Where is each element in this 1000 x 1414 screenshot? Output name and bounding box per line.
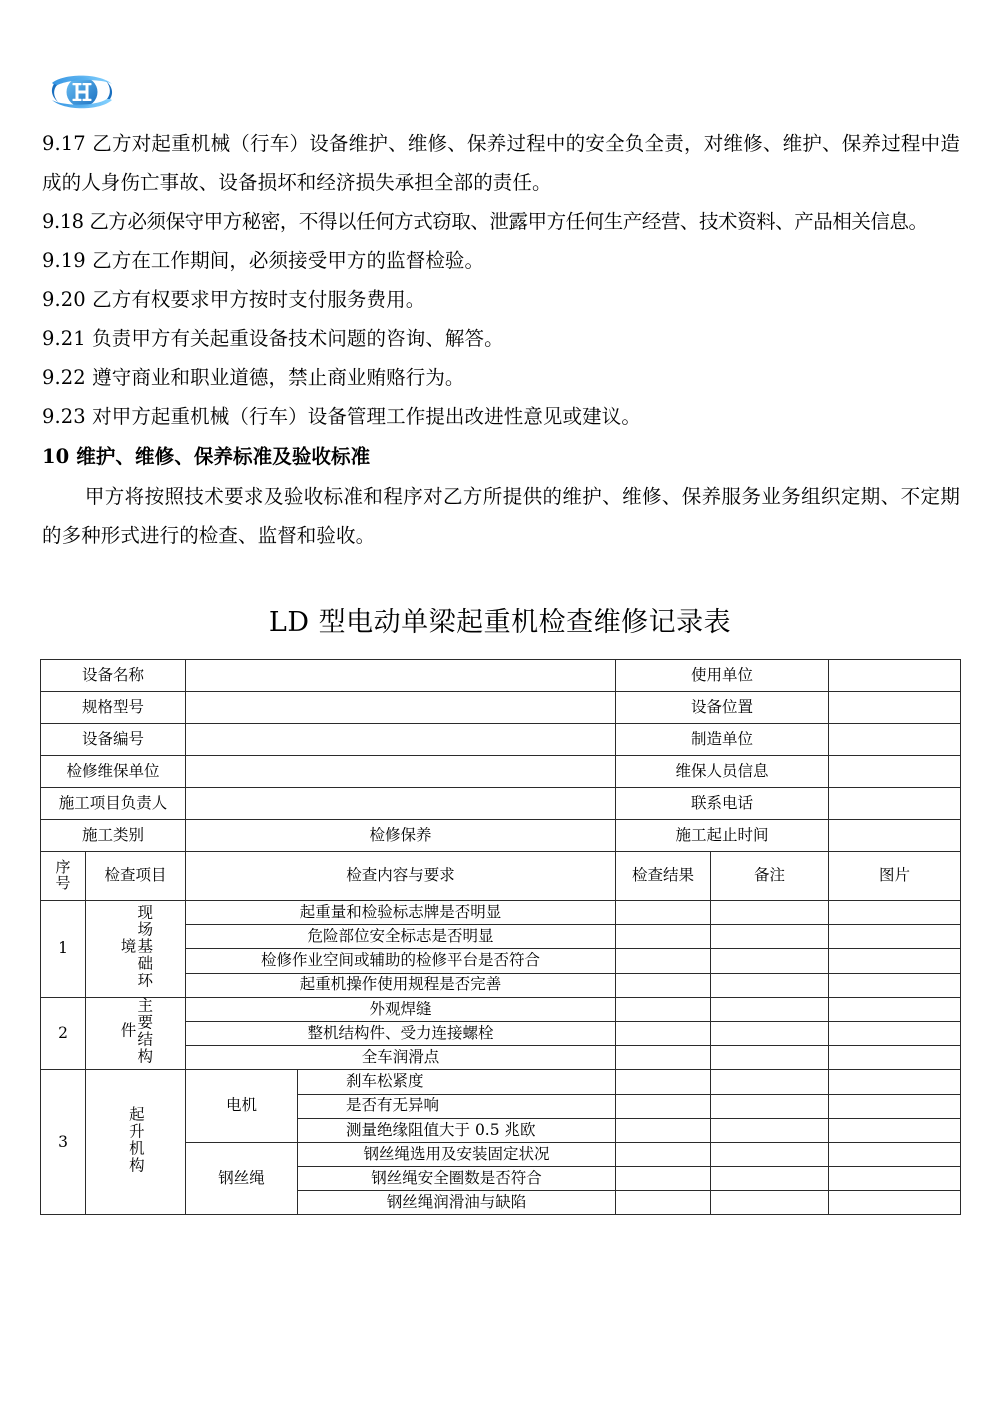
item-result[interactable]	[616, 901, 711, 925]
info-label-maintenance-unit: 检修维保单位	[41, 756, 186, 788]
item-picture[interactable]	[829, 901, 961, 925]
item-result[interactable]	[616, 1118, 711, 1142]
contract-body-text	[42, 124, 960, 555]
column-header-seq-line2: 号	[55, 874, 71, 892]
item-content: 测量绝缘阻值大于 0.5 兆欧	[298, 1118, 616, 1142]
section-no-1: 1	[41, 901, 86, 998]
table-row	[41, 901, 961, 925]
info-value-model[interactable]	[186, 692, 616, 724]
clause-9-22: 9.22 遵守商业和职业道德，禁止商业贿赂行为。	[42, 366, 465, 389]
item-content: 钢丝绳选用及安装固定状况	[298, 1142, 616, 1166]
info-value-contact-phone[interactable]	[829, 788, 961, 820]
info-label-maintenance-staff: 维保人员信息	[616, 756, 829, 788]
item-picture[interactable]	[829, 1167, 961, 1191]
section-10-heading: 10 维护、维修、保养标准及验收标准	[42, 445, 371, 468]
inspection-record-table	[40, 659, 961, 1215]
item-picture[interactable]	[829, 1118, 961, 1142]
item-note[interactable]	[711, 925, 829, 949]
item-content: 刹车松紧度	[298, 1070, 616, 1094]
item-picture[interactable]	[829, 1070, 961, 1094]
section-no-2: 2	[41, 997, 86, 1070]
info-label-manufacturer: 制造单位	[616, 724, 829, 756]
item-picture[interactable]	[829, 925, 961, 949]
section-10-body: 甲方将按照技术要求及验收标准和程序对乙方所提供的维护、维修、保养服务业务组织定期、不定期的多种形式进行的检查、监督和验收。	[42, 485, 960, 547]
column-header-seq	[41, 852, 86, 901]
info-value-work-type[interactable]: 检修保养	[186, 820, 616, 852]
item-content: 是否有无异响	[298, 1094, 616, 1118]
item-result[interactable]	[616, 1021, 711, 1045]
item-result[interactable]	[616, 1142, 711, 1166]
item-note[interactable]	[711, 997, 829, 1021]
table-row	[41, 756, 961, 788]
item-content: 钢丝绳安全圈数是否符合	[298, 1167, 616, 1191]
info-value-equipment-location[interactable]	[829, 692, 961, 724]
info-label-equipment-number: 设备编号	[41, 724, 186, 756]
column-header-seq-line1: 序	[55, 858, 71, 877]
item-result[interactable]	[616, 1094, 711, 1118]
item-note[interactable]	[711, 1142, 829, 1166]
item-picture[interactable]	[829, 997, 961, 1021]
item-note[interactable]	[711, 973, 829, 997]
info-value-equipment-number[interactable]	[186, 724, 616, 756]
table-row	[41, 692, 961, 724]
item-note[interactable]	[711, 1094, 829, 1118]
item-note[interactable]	[711, 1191, 829, 1215]
item-picture[interactable]	[829, 1046, 961, 1070]
item-content: 起重机操作使用规程是否完善	[186, 973, 616, 997]
column-header-picture: 图片	[829, 852, 961, 901]
item-note[interactable]	[711, 1021, 829, 1045]
table-column-header-row	[41, 852, 961, 901]
column-header-project: 检查项目	[86, 852, 186, 901]
table-row	[41, 724, 961, 756]
item-note[interactable]	[711, 1167, 829, 1191]
clause-9-23: 9.23 对甲方起重机械（行车）设备管理工作提出改进性意见或建议。	[42, 405, 641, 428]
item-note[interactable]	[711, 901, 829, 925]
item-note[interactable]	[711, 1046, 829, 1070]
item-content: 危险部位安全标志是否明显	[186, 925, 616, 949]
column-header-result: 检查结果	[616, 852, 711, 901]
table-row	[41, 820, 961, 852]
section-project-2: 主要结构件	[86, 997, 186, 1070]
item-result[interactable]	[616, 1167, 711, 1191]
item-content: 起重量和检验标志牌是否明显	[186, 901, 616, 925]
table-row	[41, 1070, 961, 1094]
item-picture[interactable]	[829, 949, 961, 973]
info-label-work-type: 施工类别	[41, 820, 186, 852]
clause-9-18: 9.18 乙方必须保守甲方秘密，不得以任何方式窃取、泄露甲方任何生产经营、技术资料、产品相关信息。	[42, 210, 928, 233]
item-result[interactable]	[616, 997, 711, 1021]
item-content: 整机结构件、受力连接螺栓	[186, 1021, 616, 1045]
table-row	[41, 997, 961, 1021]
info-label-work-period: 施工起止时间	[616, 820, 829, 852]
info-label-using-unit: 使用单位	[616, 660, 829, 692]
item-picture[interactable]	[829, 1142, 961, 1166]
item-result[interactable]	[616, 1046, 711, 1070]
item-result[interactable]	[616, 1070, 711, 1094]
item-note[interactable]	[711, 1070, 829, 1094]
info-label-equipment-location: 设备位置	[616, 692, 829, 724]
item-content: 全车润滑点	[186, 1046, 616, 1070]
item-note[interactable]	[711, 949, 829, 973]
section-project-1: 现场基础环境	[86, 901, 186, 998]
item-picture[interactable]	[829, 1021, 961, 1045]
info-value-manufacturer[interactable]	[829, 724, 961, 756]
company-globe-logo-icon	[48, 70, 116, 114]
column-header-content: 检查内容与要求	[186, 852, 616, 901]
table-row	[41, 660, 961, 692]
clause-9-21: 9.21 负责甲方有关起重设备技术问题的咨询、解答。	[42, 327, 504, 350]
info-value-work-period[interactable]	[829, 820, 961, 852]
clause-9-17: 9.17 乙方对起重机械（行车）设备维护、维修、保养过程中的安全负全责，对维修、维护、保养过程中造成的人身伤亡事故、设备损坏和经济损失承担全部的责任。	[42, 132, 960, 194]
item-result[interactable]	[616, 949, 711, 973]
item-content: 钢丝绳润滑油与缺陷	[298, 1191, 616, 1215]
column-header-note: 备注	[711, 852, 829, 901]
section-no-3: 3	[41, 1070, 86, 1215]
info-value-project-manager[interactable]	[186, 788, 616, 820]
record-table-title: LD 型电动单梁起重机检查维修记录表	[268, 607, 732, 638]
item-content: 检修作业空间或辅助的检修平台是否符合	[186, 949, 616, 973]
info-label-equipment-name: 设备名称	[41, 660, 186, 692]
subgroup-label-wire-rope: 钢丝绳	[186, 1142, 298, 1215]
clause-9-19: 9.19 乙方在工作期间，必须接受甲方的监督检验。	[42, 249, 485, 272]
item-result[interactable]	[616, 1191, 711, 1215]
info-label-model: 规格型号	[41, 692, 186, 724]
item-result[interactable]	[616, 925, 711, 949]
clause-9-20: 9.20 乙方有权要求甲方按时支付服务费用。	[42, 288, 426, 311]
item-picture[interactable]	[829, 1094, 961, 1118]
info-value-maintenance-staff[interactable]	[829, 756, 961, 788]
item-note[interactable]	[711, 1118, 829, 1142]
item-content: 外观焊缝	[186, 997, 616, 1021]
info-value-equipment-name[interactable]	[186, 660, 616, 692]
item-picture[interactable]	[829, 1191, 961, 1215]
table-row	[41, 788, 961, 820]
info-label-contact-phone: 联系电话	[616, 788, 829, 820]
info-label-project-manager: 施工项目负责人	[41, 788, 186, 820]
subgroup-label-motor: 电机	[186, 1070, 298, 1143]
info-value-using-unit[interactable]	[829, 660, 961, 692]
item-result[interactable]	[616, 973, 711, 997]
item-picture[interactable]	[829, 973, 961, 997]
info-value-maintenance-unit[interactable]	[186, 756, 616, 788]
section-project-3: 起升机构	[86, 1070, 186, 1215]
